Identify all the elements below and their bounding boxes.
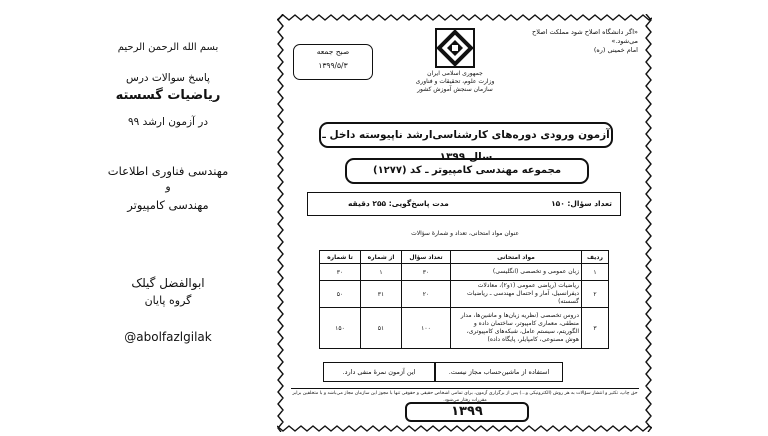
row-count: ۳۰ [402, 264, 451, 281]
question-count: تعداد سؤال: ۱۵۰ [551, 199, 612, 208]
table-header-row-number: ردیف [582, 251, 609, 264]
author-name: ابوالفضل گیلک [131, 276, 205, 290]
table-header-count: تعداد سؤال [402, 251, 451, 264]
row-from: ۵۱ [361, 308, 402, 349]
exam-info-box [307, 192, 621, 216]
row-from: ۳۱ [361, 281, 402, 308]
row-subject: دروس تخصصی (نظریه زبان‌ها و ماشین‌ها، مدار منطقی، معماری کامپیوتر، ساختمان داده و الگوریتم، سیستم عامل، شبکه‌های کامپیوتری، هوش مصنوعی، کامپایلر، پایگاه داده) [451, 308, 582, 349]
subject-title: ریاضیات گسسته [115, 88, 221, 103]
field-title: مجموعه مهندسی کامپیوتر ـ کد (۱۲۷۷) [345, 158, 589, 184]
table-caption: عنوان مواد امتحانی، تعداد و شمارهٔ سؤالات [411, 230, 519, 237]
exam-title: آزمون ورودی دوره‌های کارشناسی‌ارشد ناپیوسته داخل ـ سال ۱۳۹۹ [319, 122, 613, 148]
year-badge: ۱۳۹۹ [405, 402, 529, 422]
copyright-notice: حق چاپ، تکثیر و انتشار سؤالات به هر روش (الکترونیکی و...) پس از برگزاری آزمون، برای تمامی اشخاص حقیقی و حقوقی تنها با مجوز این سازمان مجاز می‌باشد و با متخلفین برابر مقررات رفتار می‌شود. [291, 388, 639, 404]
table-row [320, 308, 609, 349]
sanjesh-logo-icon [435, 28, 475, 68]
group-name: گروه پایان [144, 294, 192, 307]
row-subject: ریاضیات (ریاضی عمومی (۱و۲)، معادلات دیفرانسیل، آمار و احتمال مهندسی ـ ریاضیات گسسته) [451, 281, 582, 308]
field-computer: مهندسی کامپیوتر [127, 198, 209, 212]
row-count: ۲۰ [402, 281, 451, 308]
org-line-organization: سازمان سنجش آموزش کشور [417, 86, 493, 93]
session-date-box [293, 44, 373, 80]
org-line-ministry: وزارت علوم، تحقیقات و فناوری [415, 78, 495, 85]
conjunction: و [165, 180, 171, 193]
motto-attribution: امام خمینی (ره) [593, 46, 638, 54]
row-count: ۱۰۰ [402, 308, 451, 349]
zigzag-border-right [644, 14, 652, 432]
row-to: ۵۰ [320, 281, 361, 308]
subjects-table [319, 250, 609, 349]
table-header-to: تا شماره [320, 251, 361, 264]
row-number: ۳ [582, 308, 609, 349]
row-subject: زبان عمومی و تخصصی (انگلیسی) [451, 264, 582, 281]
table-header-from: از شماره [361, 251, 402, 264]
zigzag-border-bottom [277, 424, 652, 432]
org-line-country: جمهوری اسلامی ایران [427, 70, 483, 77]
exam-date: ۱۳۹۹/۵/۳ [318, 61, 348, 70]
row-from: ۱ [361, 264, 402, 281]
motto-quote [518, 28, 638, 55]
zigzag-border-top [277, 14, 652, 22]
table-row [320, 281, 609, 308]
session-label: صبح جمعه [316, 47, 350, 56]
row-number: ۱ [582, 264, 609, 281]
bismillah-text: بسم الله الرحمن الرحیم [117, 42, 219, 53]
answers-title: پاسخ سوالات درس [126, 72, 210, 84]
exam-line: در آزمون ارشد ۹۹ [127, 116, 209, 128]
row-number: ۲ [582, 281, 609, 308]
motto-line: «اگر دانشگاه اصلاح شود مملکت اصلاح می‌شود.» [532, 28, 638, 45]
organization-block [403, 70, 507, 94]
social-handle: @abolfazlgilak [124, 330, 212, 344]
calculator-notice: استفاده از ماشین‌حساب مجاز نیست. [435, 362, 563, 382]
row-to: ۳۰ [320, 264, 361, 281]
exam-duration: مدت پاسخ‌گویی: ۲۵۵ دقیقه [348, 199, 449, 208]
row-to: ۱۵۰ [320, 308, 361, 349]
zigzag-border-left [277, 14, 285, 432]
table-row [320, 264, 609, 281]
negative-marking-notice: این آزمون نمرهٔ منفی دارد. [323, 362, 435, 382]
field-it: مهندسی فناوری اطلاعات [107, 164, 229, 178]
table-header-subject: مواد امتحانی [451, 251, 582, 264]
exam-cover-page [277, 14, 652, 432]
